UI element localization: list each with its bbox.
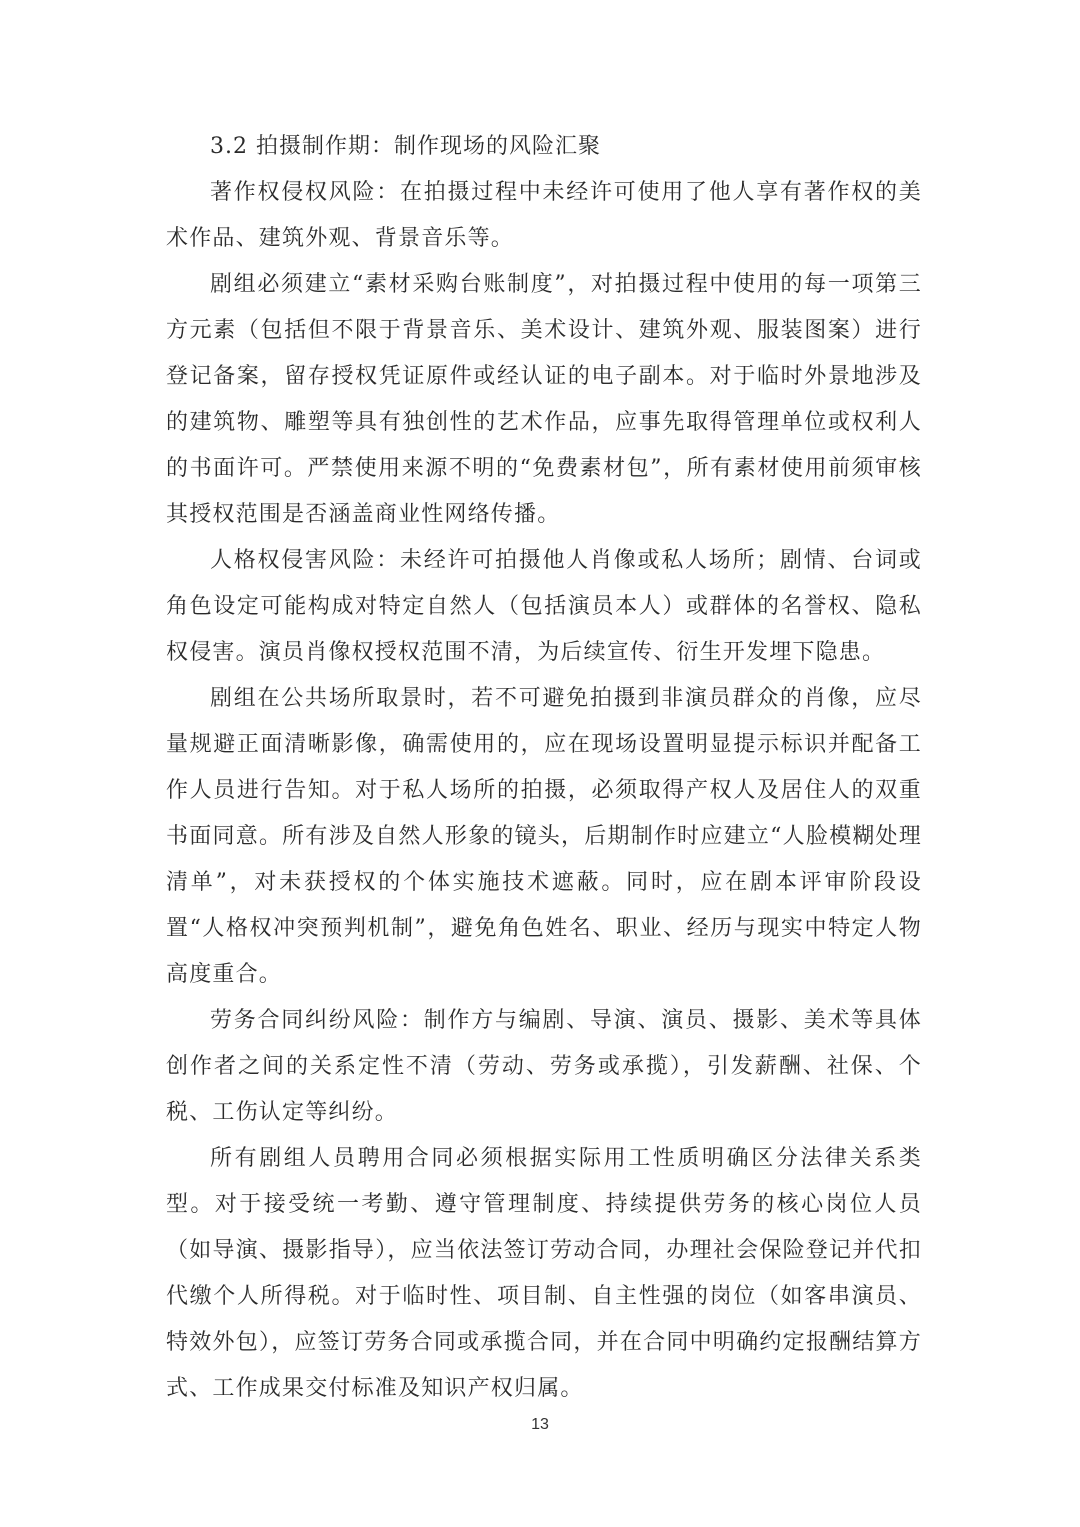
paragraph-public-filming: 剧组在公共场所取景时，若不可避免拍摄到非演员群众的肖像，应尽量规避正面清晰影像，确需使用的，应在现场设置明显提示标识并配备工作人员进行告知。对于私人场所的拍摄，必须取得产权人及居住人的双重书面同意。所有涉及自然人形象的镜头，后期制作时应建立“人脸模糊处理清单”，对未获授权的个体实施技术遮蔽。同时，应在剧本评审阶段设置“人格权冲突预判机制”，避免角色姓名、职业、经历与现实中特定人物高度重合。 [166, 686, 922, 987]
paragraph-labor-contract-risk: 劳务合同纠纷风险：制作方与编剧、导演、演员、摄影、美术等具体创作者之间的关系定性不清（劳动、劳务或承揽），引发薪酬、社保、个税、工伤认定等纠纷。 [166, 1008, 922, 1125]
paragraph-personality-rights-risk: 人格权侵害风险：未经许可拍摄他人肖像或私人场所；剧情、台词或角色设定可能构成对特定自然人（包括演员本人）或群体的名誉权、隐私权侵害。演员肖像权授权范围不清，为后续宣传、衍生开发埋下隐患。 [166, 548, 922, 665]
paragraph-material-ledger: 剧组必须建立“素材采购台账制度”，对拍摄过程中使用的每一项第三方元素（包括但不限于背景音乐、美术设计、建筑外观、服装图案）进行登记备案，留存授权凭证原件或经认证的电子副本。对于临时外景地涉及的建筑物、雕塑等具有独创性的艺术作品，应事先取得管理单位或权利人的书面许可。严禁使用来源不明的“免费素材包”，所有素材使用前须审核其授权范围是否涵盖商业性网络传播。 [166, 272, 922, 527]
paragraph-copyright-risk: 著作权侵权风险：在拍摄过程中未经许可使用了他人享有著作权的美术作品、建筑外观、背景音乐等。 [166, 180, 922, 251]
page-number: 13 [531, 1416, 549, 1433]
page-content [166, 124, 922, 1412]
section-heading: 3.2 拍摄制作期：制作现场的风险汇聚 [210, 134, 601, 159]
paragraph-employment-contracts: 所有剧组人员聘用合同必须根据实际用工性质明确区分法律关系类型。对于接受统一考勤、遵守管理制度、持续提供劳务的核心岗位人员（如导演、摄影指导），应当依法签订劳动合同，办理社会保险登记并代扣代缴个人所得税。对于临时性、项目制、自主性强的岗位（如客串演员、特效外包），应签订劳务合同或承揽合同，并在合同中明确约定报酬结算方式、工作成果交付标准及知识产权归属。 [166, 1146, 922, 1401]
